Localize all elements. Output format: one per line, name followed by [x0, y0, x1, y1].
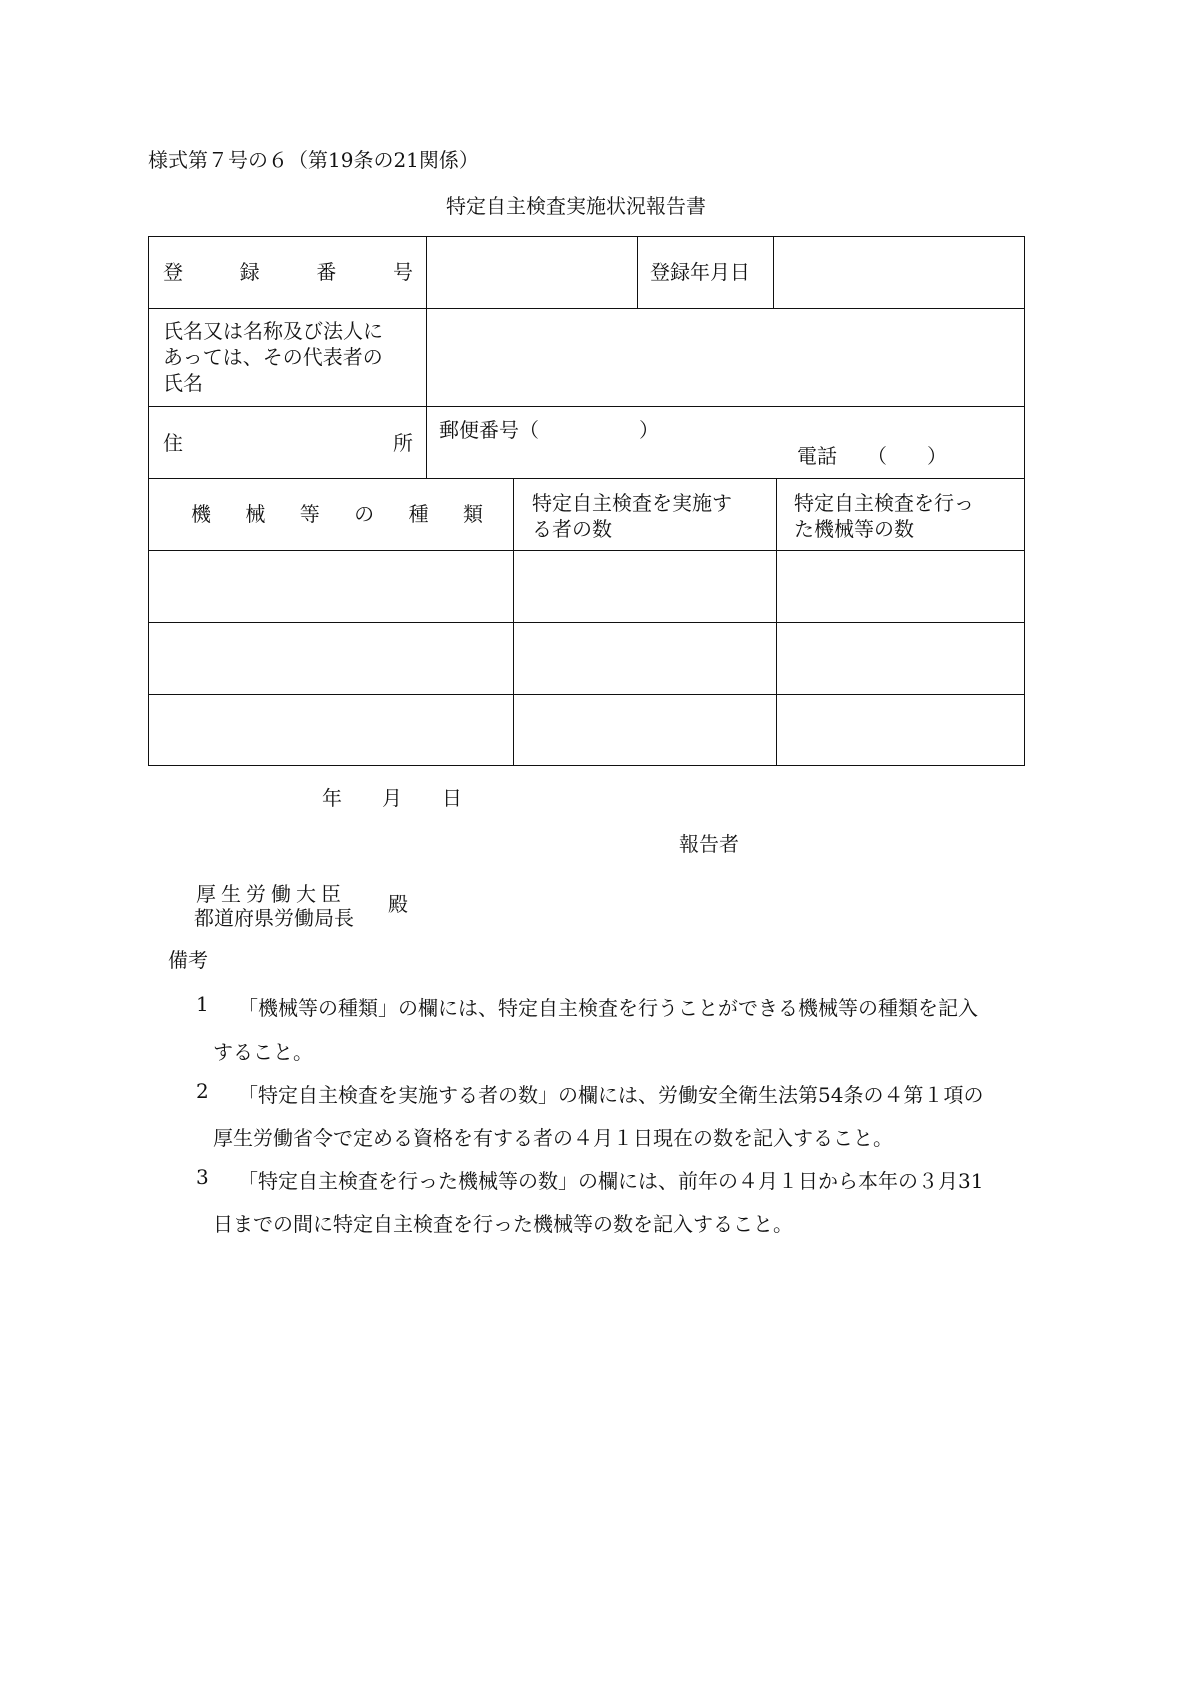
registration-date-label: 登録年月日 — [650, 260, 750, 284]
remark-text: 厚生労働省令で定める資格を有する者の４月１日現在の数を記入すること。 — [213, 1126, 893, 1150]
remark-text: 日までの間に特定自主検査を行った機械等の数を記入すること。 — [213, 1212, 793, 1236]
remark-number: 3 — [196, 1165, 209, 1189]
phone-label: 電話 （ ） — [797, 444, 947, 468]
remark-text: すること。 — [213, 1040, 313, 1064]
machine-count-cell-1[interactable] — [778, 552, 1022, 621]
remark-number: 1 — [196, 992, 209, 1016]
row-divider — [149, 308, 1024, 309]
inspector-count-header: 特定自主検査を実施す る者の数 — [532, 491, 732, 541]
column-divider — [426, 237, 427, 478]
column-divider — [637, 237, 638, 308]
registration-number-label: 登 録 番 号 — [163, 260, 413, 284]
row-divider — [149, 406, 1024, 407]
addressee-bureau-director: 都道府県労働局長 — [194, 906, 354, 930]
machine-type-header: 機 械 等 の 種 類 — [191, 502, 483, 526]
column-divider — [513, 478, 514, 766]
machine-type-cell-3[interactable] — [151, 696, 512, 765]
column-divider — [776, 478, 777, 766]
document-title: 特定自主検査実施状況報告書 — [446, 194, 706, 218]
form-number: 様式第７号の６（第19条の21関係） — [148, 148, 479, 172]
registration-date-field[interactable] — [775, 239, 1022, 307]
remark-number: 2 — [196, 1079, 209, 1103]
report-form-table — [148, 236, 1025, 766]
row-divider — [149, 694, 1024, 695]
remark-text: 「特定自主検査を行った機械等の数」の欄には、前年の４月１日から本年の３月31 — [238, 1169, 984, 1193]
inspector-count-cell-3[interactable] — [515, 696, 775, 765]
honorific: 殿 — [388, 892, 408, 916]
report-date-line: 年 月 日 — [322, 786, 462, 810]
row-divider — [149, 622, 1024, 623]
inspector-count-cell-1[interactable] — [515, 552, 775, 621]
address-label: 住 所 — [163, 431, 413, 455]
name-label: 氏名又は名称及び法人に あっては、その代表者の 氏名 — [163, 319, 383, 395]
remark-text: 「機械等の種類」の欄には、特定自主検査を行うことができる機械等の種類を記入 — [238, 996, 978, 1020]
postal-code-label: 郵便番号（ ） — [439, 418, 659, 442]
addressee-block — [194, 882, 354, 930]
machine-type-cell-1[interactable] — [151, 552, 512, 621]
machine-type-cell-2[interactable] — [151, 624, 512, 693]
reporter-label: 報告者 — [679, 832, 739, 856]
row-divider — [149, 478, 1024, 479]
addressee-minister: 厚生労働大臣 — [196, 882, 346, 906]
machine-count-cell-3[interactable] — [778, 696, 1022, 765]
machine-count-header: 特定自主検査を行っ た機械等の数 — [794, 491, 974, 541]
inspector-count-cell-2[interactable] — [515, 624, 775, 693]
remarks-heading: 備考 — [168, 948, 208, 972]
registration-number-field[interactable] — [428, 239, 635, 307]
row-divider — [149, 550, 1024, 551]
remark-text: 「特定自主検査を実施する者の数」の欄には、労働安全衛生法第54条の４第１項の — [238, 1083, 984, 1107]
name-field[interactable] — [428, 310, 1022, 405]
column-divider — [773, 237, 774, 308]
machine-count-cell-2[interactable] — [778, 624, 1022, 693]
